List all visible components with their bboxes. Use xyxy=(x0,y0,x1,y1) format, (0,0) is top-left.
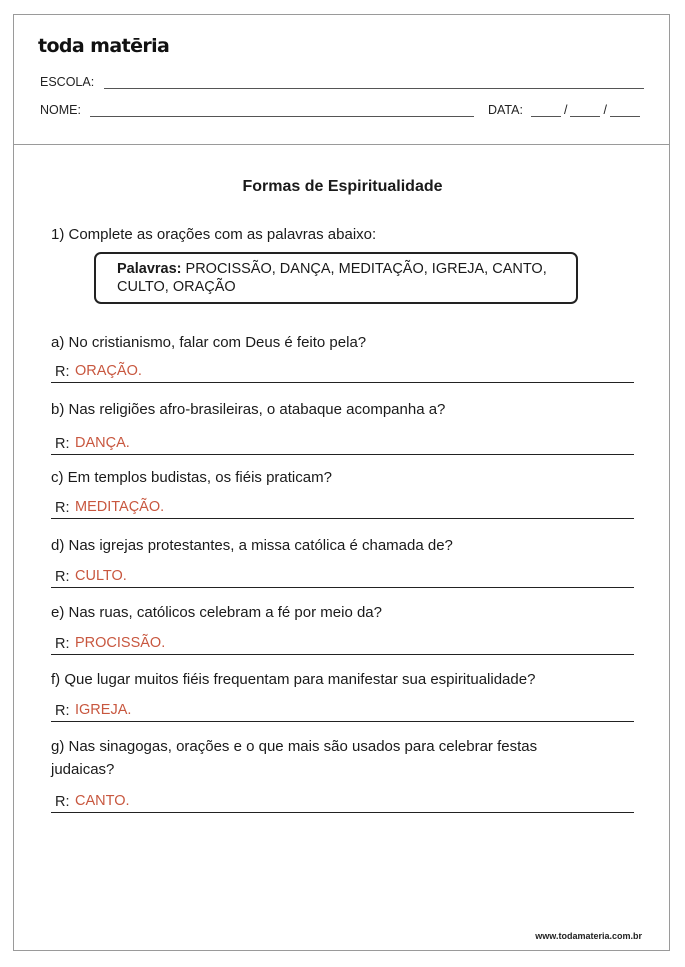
answer-c: MEDITAÇÃO. xyxy=(75,499,165,515)
name-field[interactable] xyxy=(90,104,474,117)
name-label: NOME: xyxy=(40,103,81,117)
question-b: b) Nas religiões afro-brasileiras, o atabaque acompanha a? xyxy=(51,401,446,418)
answer-prefix: R: xyxy=(55,636,70,652)
word-bank-box xyxy=(94,252,578,304)
answer-a: ORAÇÃO. xyxy=(75,363,142,379)
question-d: d) Nas igrejas protestantes, a missa católica é chamada de? xyxy=(51,537,453,554)
answer-line-d[interactable] xyxy=(51,565,634,588)
date-separator: / xyxy=(603,103,607,117)
word-bank-words: PROCISSÃO, DANÇA, MEDITAÇÃO, IGREJA, CANTO, xyxy=(185,261,547,277)
word-bank-label: Palavras: xyxy=(117,261,182,277)
date-day-field[interactable] xyxy=(531,104,561,117)
answer-g: CANTO. xyxy=(75,793,130,809)
date-month-field[interactable] xyxy=(570,104,600,117)
name-date-row xyxy=(40,103,640,117)
instruction: 1) Complete as orações com as palavras abaixo: xyxy=(51,226,377,243)
answer-e: PROCISSÃO. xyxy=(75,635,166,651)
word-bank-words-line2: CULTO, ORAÇÃO xyxy=(117,279,236,295)
answer-prefix: R: xyxy=(55,364,70,380)
answer-line-g[interactable] xyxy=(51,790,634,813)
answer-b: DANÇA. xyxy=(75,435,130,451)
answer-line-e[interactable] xyxy=(51,632,634,655)
question-c: c) Em templos budistas, os fiéis praticam? xyxy=(51,469,332,486)
answer-line-a[interactable] xyxy=(51,360,634,383)
answer-prefix: R: xyxy=(55,794,70,810)
brand-logo: toda matēria xyxy=(38,35,170,57)
answer-d: CULTO. xyxy=(75,568,127,584)
date-separator: / xyxy=(563,103,568,117)
answer-prefix: R: xyxy=(55,569,70,585)
answer-prefix: R: xyxy=(55,436,70,452)
question-e: e) Nas ruas, católicos celebram a fé por meio da? xyxy=(51,604,382,621)
school-field[interactable] xyxy=(104,76,644,89)
question-a: a) No cristianismo, falar com Deus é feito pela? xyxy=(51,334,367,351)
school-field-row xyxy=(40,75,644,89)
date-year-field[interactable] xyxy=(610,104,640,117)
website-footer: www.todamateria.com.br xyxy=(535,931,642,941)
question-f: f) Que lugar muitos fiéis frequentam para manifestar sua espiritualidade? xyxy=(51,671,536,688)
answer-prefix: R: xyxy=(55,500,70,516)
answer-prefix: R: xyxy=(55,703,70,719)
answer-f: IGREJA. xyxy=(75,702,132,718)
date-label: DATA: xyxy=(487,103,523,117)
question-g: g) Nas sinagogas, orações e o que mais são usados para celebrar festas judaicas? xyxy=(51,738,538,778)
answer-line-c[interactable] xyxy=(51,496,634,519)
worksheet-title: Formas de Espiritualidade xyxy=(242,178,443,195)
worksheet-header xyxy=(14,15,669,145)
answer-line-f[interactable] xyxy=(51,699,634,722)
answer-line-b[interactable] xyxy=(51,432,634,455)
school-label: ESCOLA: xyxy=(40,75,95,89)
